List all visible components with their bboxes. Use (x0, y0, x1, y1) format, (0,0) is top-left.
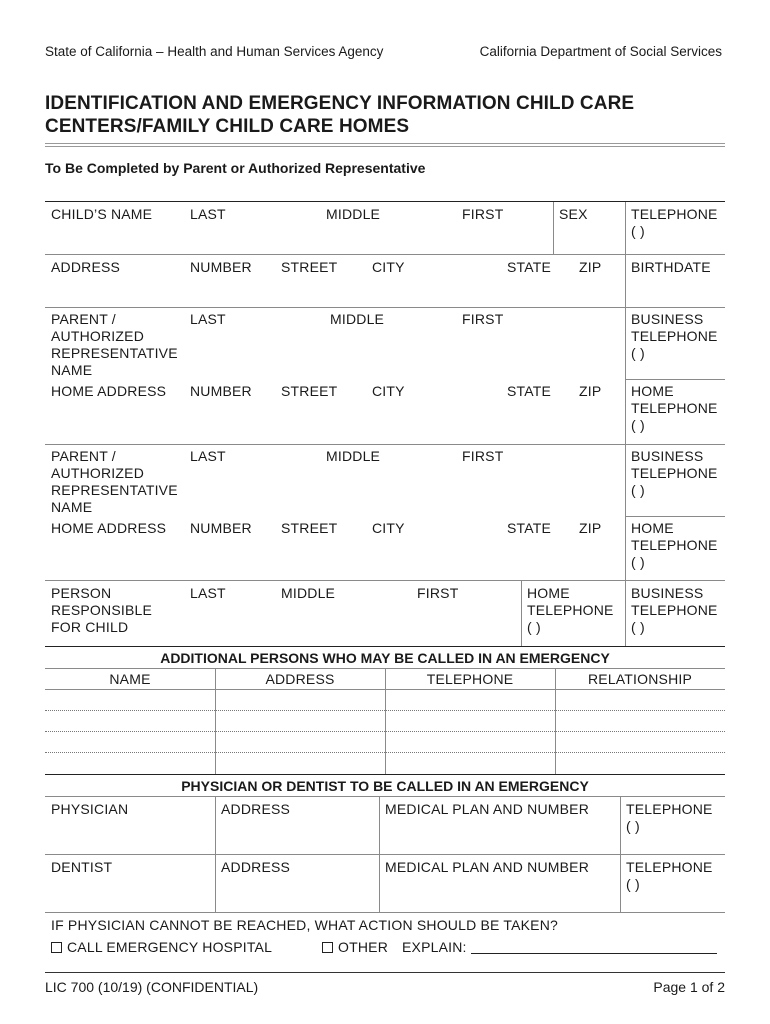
physician-address-label: ADDRESS (221, 801, 291, 817)
responsible-middle-label: MIDDLE (281, 585, 336, 601)
dentist-label: DENTIST (51, 859, 113, 875)
column-divider (620, 796, 621, 912)
parent1-home-telephone-label (631, 383, 718, 434)
department-header: California Department of Social Services (479, 44, 722, 59)
parent2-city-label: CITY (372, 520, 405, 536)
label-line: ( ) (631, 345, 645, 361)
row-divider (45, 912, 725, 913)
parent1-state-label: STATE (507, 383, 552, 399)
emergency-action-question: IF PHYSICIAN CANNOT BE REACHED, WHAT ACTION SHOULD BE TAKEN? (51, 917, 559, 933)
parent1-zip-label: ZIP (579, 383, 602, 399)
child-state-label: STATE (507, 259, 552, 275)
explain-label: EXPLAIN: (402, 939, 467, 955)
dentist-address-label: ADDRESS (221, 859, 291, 875)
form-number: LIC 700 (10/19) (CONFIDENTIAL) (45, 979, 259, 995)
child-address-label: ADDRESS (51, 259, 121, 275)
row-divider (45, 307, 725, 308)
agency-header: State of California – Health and Human Services Agency (45, 44, 384, 59)
parent1-label (51, 311, 178, 379)
child-telephone-paren: ( ) (631, 223, 645, 239)
dentist-medical-plan-label: MEDICAL PLAN AND NUMBER (385, 859, 590, 875)
label-line: AUTHORIZED (51, 465, 144, 481)
child-telephone-label: TELEPHONE (631, 206, 718, 222)
parent2-label (51, 448, 178, 516)
label-line: TELEPHONE (631, 400, 718, 416)
row-divider (625, 516, 725, 517)
parent2-first-label: FIRST (462, 448, 504, 464)
label-line: HOME (527, 585, 570, 601)
option-other[interactable] (322, 939, 388, 956)
label-line: ( ) (631, 554, 645, 570)
dentist-telephone-label: TELEPHONE (626, 859, 713, 875)
row-divider (45, 796, 725, 797)
label-line: FOR CHILD (51, 619, 129, 635)
parent2-middle-label: MIDDLE (326, 448, 381, 464)
responsible-first-label: FIRST (417, 585, 459, 601)
form-title (45, 92, 735, 138)
parent1-city-label: CITY (372, 383, 405, 399)
child-sex-label: SEX (559, 206, 588, 222)
label-line: TELEPHONE (631, 465, 718, 481)
parent2-home-telephone-label (631, 520, 718, 571)
label-line: ( ) (631, 417, 645, 433)
responsible-last-label: LAST (190, 585, 226, 601)
label-line: REPRESENTATIVE (51, 482, 178, 498)
page-number: Page 1 of 2 (653, 979, 725, 995)
parent2-number-label: NUMBER (190, 520, 252, 536)
child-zip-label: ZIP (579, 259, 602, 275)
table-top-border (45, 201, 725, 202)
section-top-border (45, 774, 725, 775)
form-title-line2: CENTERS/FAMILY CHILD CARE HOMES (45, 116, 410, 137)
physician-label: PHYSICIAN (51, 801, 129, 817)
label-line: REPRESENTATIVE (51, 345, 178, 361)
label-line: BUSINESS (631, 311, 704, 327)
label-line: TELEPHONE (527, 602, 614, 618)
parent1-middle-label: MIDDLE (330, 311, 385, 327)
physician-medical-plan-label: MEDICAL PLAN AND NUMBER (385, 801, 590, 817)
label-line: BUSINESS (631, 585, 704, 601)
physician-section-title: PHYSICIAN OR DENTIST TO BE CALLED IN AN EMERGENCY (181, 778, 589, 794)
child-middle-label: MIDDLE (326, 206, 381, 222)
label-line: PARENT / (51, 311, 116, 327)
section-top-border (45, 646, 725, 647)
parent1-last-label: LAST (190, 311, 226, 327)
checkbox-call-hospital[interactable] (51, 942, 62, 953)
option-call-hospital-label: CALL EMERGENCY HOSPITAL (67, 939, 273, 955)
column-header-address: ADDRESS (265, 671, 335, 687)
child-city-label: CITY (372, 259, 405, 275)
label-line: PARENT / (51, 448, 116, 464)
column-header-name: NAME (109, 671, 151, 687)
column-divider (215, 796, 216, 912)
label-line: HOME (631, 520, 674, 536)
label-line: TELEPHONE (631, 328, 718, 344)
label-line: NAME (51, 499, 93, 515)
label-line: RESPONSIBLE (51, 602, 153, 618)
parent1-first-label: FIRST (462, 311, 504, 327)
physician-telephone-paren: ( ) (626, 818, 640, 834)
form-title-line1: IDENTIFICATION AND EMERGENCY INFORMATION CHILD CARE (45, 93, 635, 114)
column-divider (379, 796, 380, 912)
title-rule-top (45, 143, 725, 144)
label-line: ( ) (631, 482, 645, 498)
child-street-label: STREET (281, 259, 338, 275)
sex-divider (553, 202, 554, 255)
title-rule-bottom (45, 146, 725, 147)
additional-persons-title: ADDITIONAL PERSONS WHO MAY BE CALLED IN AN EMERGENCY (160, 650, 610, 666)
option-other-label: OTHER (338, 939, 388, 955)
label-line: TELEPHONE (631, 602, 718, 618)
explain-field[interactable] (402, 939, 717, 956)
form-subtitle: To Be Completed by Parent or Authorized Representative (45, 160, 426, 176)
label-line: ( ) (527, 619, 541, 635)
child-last-label: LAST (190, 206, 226, 222)
parent2-business-telephone-label (631, 448, 718, 499)
row-divider (625, 379, 725, 380)
child-birthdate-label: BIRTHDATE (631, 259, 711, 275)
row-divider (45, 854, 725, 855)
explain-line[interactable] (471, 941, 717, 954)
child-number-label: NUMBER (190, 259, 252, 275)
label-line: AUTHORIZED (51, 328, 144, 344)
column-divider (215, 668, 216, 774)
label-line: TELEPHONE (631, 537, 718, 553)
parent2-state-label: STATE (507, 520, 552, 536)
parent1-home-address-label: HOME ADDRESS (51, 383, 167, 399)
parent2-street-label: STREET (281, 520, 338, 536)
option-call-hospital[interactable] (51, 939, 272, 956)
label-line: HOME (631, 383, 674, 399)
footer-rule (45, 972, 725, 973)
child-first-label: FIRST (462, 206, 504, 222)
checkbox-other[interactable] (322, 942, 333, 953)
column-header-telephone: TELEPHONE (426, 671, 514, 687)
parent2-zip-label: ZIP (579, 520, 602, 536)
label-line: PERSON (51, 585, 112, 601)
label-line: ( ) (631, 619, 645, 635)
parent1-street-label: STREET (281, 383, 338, 399)
parent2-home-address-label: HOME ADDRESS (51, 520, 167, 536)
dentist-telephone-paren: ( ) (626, 876, 640, 892)
physician-telephone-label: TELEPHONE (626, 801, 713, 817)
column-header-relationship: RELATIONSHIP (587, 671, 693, 687)
parent1-business-telephone-label (631, 311, 718, 362)
column-divider (385, 668, 386, 774)
responsible-home-telephone-label (527, 585, 614, 636)
telephone-column-divider (625, 202, 626, 646)
label-line: NAME (51, 362, 93, 378)
parent1-number-label: NUMBER (190, 383, 252, 399)
label-line: BUSINESS (631, 448, 704, 464)
person-responsible-label (51, 585, 152, 636)
responsible-business-telephone-label (631, 585, 718, 636)
child-name-label: CHILD’S NAME (51, 206, 153, 222)
column-divider (555, 668, 556, 774)
row-divider (45, 444, 725, 445)
parent2-last-label: LAST (190, 448, 226, 464)
home-telephone-divider (521, 581, 522, 646)
row-divider (45, 254, 725, 255)
row-divider (45, 580, 725, 581)
